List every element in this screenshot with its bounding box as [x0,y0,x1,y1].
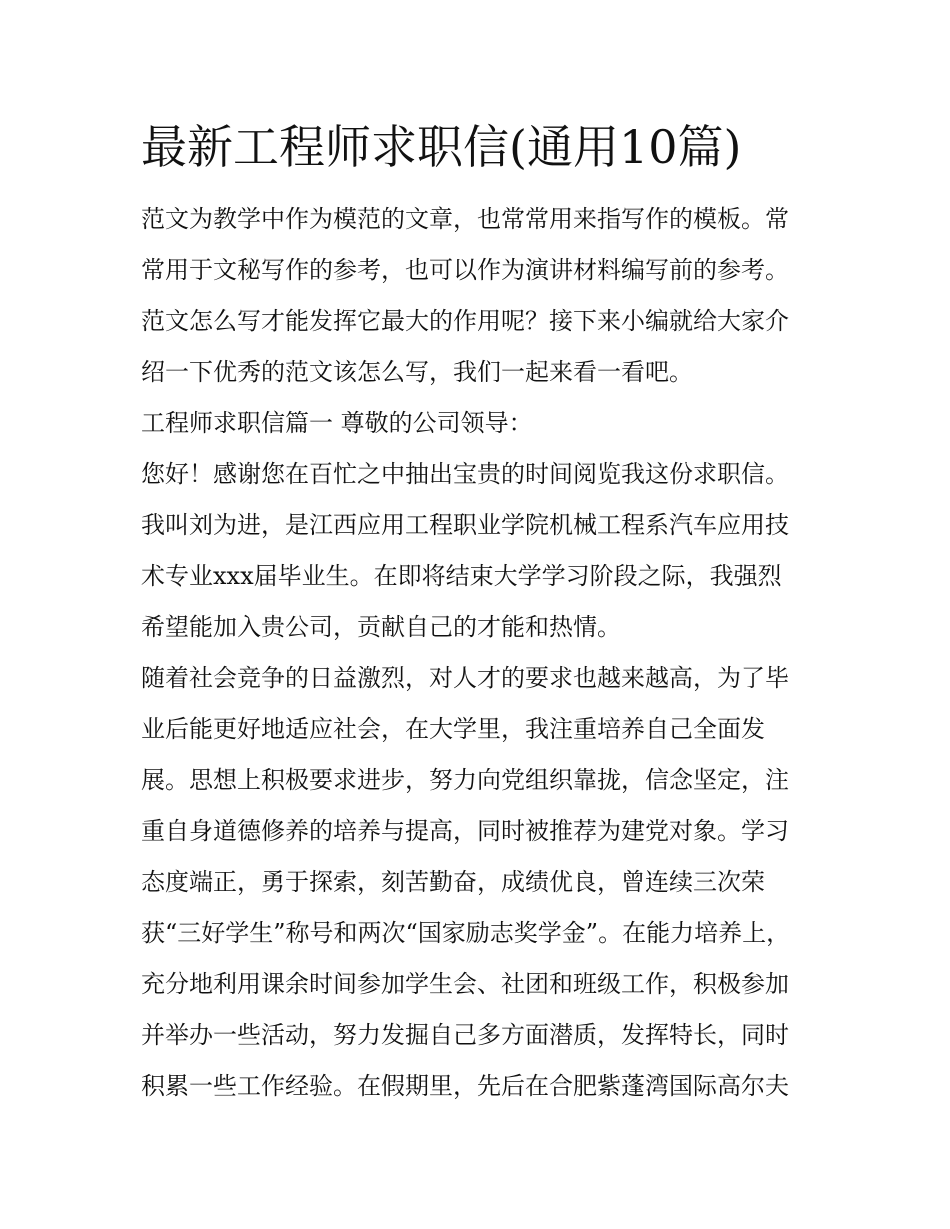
text-line: 并举办一些活动，努力发掘自己多方面潜质，发挥特长，同时 [141,1021,789,1049]
text-line: 重自身道德修养的培养与提高，同时被推荐为建党对象。学习 [141,817,789,845]
text-line: 绍一下优秀的范文该怎么写，我们一起来看一看吧。 [141,358,693,386]
text-line: 范文怎么写才能发挥它最大的作用呢？接下来小编就给大家介 [141,307,789,335]
text-line: 展。思想上积极要求进步，努力向党组织靠拢，信念坚定，注 [141,766,789,794]
text-line: 范文为教学中作为模范的文章，也常常用来指写作的模板。常 [141,205,789,233]
text-line: 态度端正，勇于探索，刻苦勤奋，成绩优良，曾连续三次荣 [141,868,765,896]
text-line: 术专业xxx届毕业生。在即将结束大学学习阶段之际，我强烈 [141,562,782,590]
text-line: 业后能更好地适应社会，在大学里，我注重培养自己全面发 [141,715,765,743]
section-heading-line: 工程师求职信篇一 尊敬的公司领导： [141,409,533,437]
text-line: 获“三好学生”称号和两次“国家励志奖学金”。在能力培养上， [141,919,791,947]
text-line: 您好！感谢您在百忙之中抽出宝贵的时间阅览我这份求职信。 [141,460,789,488]
text-line: 随着社会竞争的日益激烈，对人才的要求也越来越高，为了毕 [141,664,789,692]
text-line: 希望能加入贵公司，贡献自己的才能和热情。 [141,613,621,641]
text-line: 常用于文秘写作的参考，也可以作为演讲材料编写前的参考。 [141,256,789,284]
document-title: 最新工程师求职信(通用10篇) [141,120,742,174]
text-line: 我叫刘为进，是江西应用工程职业学院机械工程系汽车应用技 [141,511,789,539]
document-body [141,112,821,1112]
text-line: 充分地利用课余时间参加学生会、社团和班级工作，积极参加 [141,970,789,998]
text-line: 积累一些工作经验。在假期里，先后在合肥紫蓬湾国际高尔夫 [141,1072,789,1100]
